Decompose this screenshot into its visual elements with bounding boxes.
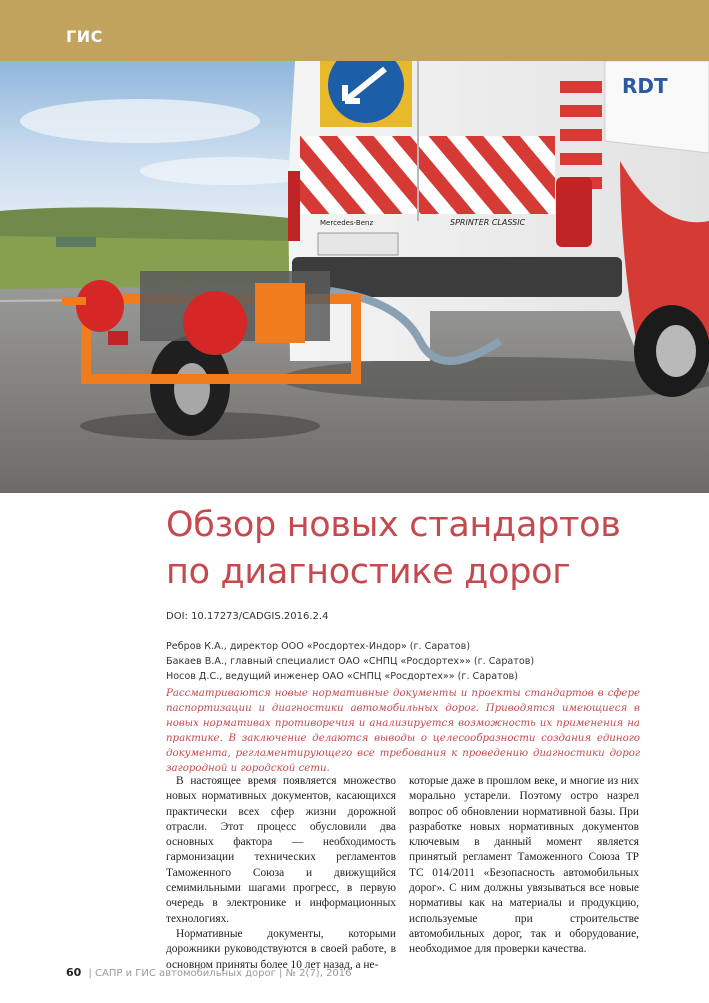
model-label: SPRINTER CLASSIC	[450, 218, 526, 227]
journal-info: | САПР и ГИС автомобильных дорог | № 2(7), 2016	[88, 968, 352, 979]
article-title	[166, 502, 686, 596]
trailer-drum	[183, 291, 247, 355]
page-number: 60	[66, 966, 82, 979]
author-line: Ребров К.А., директор ООО «Росдортех-Индор» (г. Саратов)	[166, 641, 471, 652]
page-footer	[66, 966, 352, 979]
van-chevron-stripes	[300, 136, 555, 214]
body-column-left	[166, 774, 396, 973]
tail-light	[556, 177, 592, 247]
doi: DOI: 10.17273/CADGIS.2016.2.4	[166, 611, 329, 622]
body-column-right	[409, 774, 639, 958]
body-paragraph: Нормативные документы, которыми дорожники руководствуются в своей работе, в основном приняты более 10 лет назад, а не-	[166, 927, 396, 971]
title-line-1: Обзор новых стандартов	[166, 505, 621, 545]
body-paragraph: которые даже в прошлом веке, и многие из них морально устарели. Поэтому остро назрел вопрос об обновлении нормативной базы. При разработке новых нормативных документов ключевым в данный момент является принятый регламент Таможенного Союза ТР ТС 014/2011 «Безопасность автомобильных дорог». С ним должны увязываться все новые нормативы как на материалы и продукцию, используемые при строительстве автомобильных дорог, так и оборудование, необходимое для проверки качества.	[409, 775, 639, 956]
author-line: Носов Д.С., ведущий инженер ОАО «СНПЦ «Росдортех»» (г. Саратов)	[166, 671, 518, 682]
brand-label: Mercedes-Benz	[320, 219, 374, 227]
section-label: ГИС	[66, 27, 103, 46]
body-paragraph: В настоящее время появляется множество новых нормативных документов, касающихся практически всех сфер жизни дорожной отрасли. Этот процесс обусловили два основных фактора — необходимость гармонизации технических регламентов Таможенного Союза и движущийся семимильными шагами прогресс, в первую очередь в электронике и информационных технологиях.	[166, 775, 396, 925]
author-line: Бакаев В.А., главный специалист ОАО «СНПЦ «Росдортех»» (г. Саратов)	[166, 656, 535, 667]
title-line-2: по диагностике дорог	[166, 552, 571, 592]
van-logo-text: RDT	[622, 74, 668, 98]
road-diagnostics-photo	[0, 61, 709, 493]
authors	[166, 639, 686, 684]
abstract: Рассматриваются новые нормативные документы и проекты стандартов в сфере паспортизации и диагностики автомобильных дорог. Приводятся имеющиеся в новых нормативах противоречия и анализируется возможность их применения на практике. В заключение делаются выводы о целесообразности создания единого документа, регламентирующего все требования к проведению диагностики дорог загородной и городской сети.	[166, 688, 640, 774]
section-header-bar	[0, 0, 709, 61]
